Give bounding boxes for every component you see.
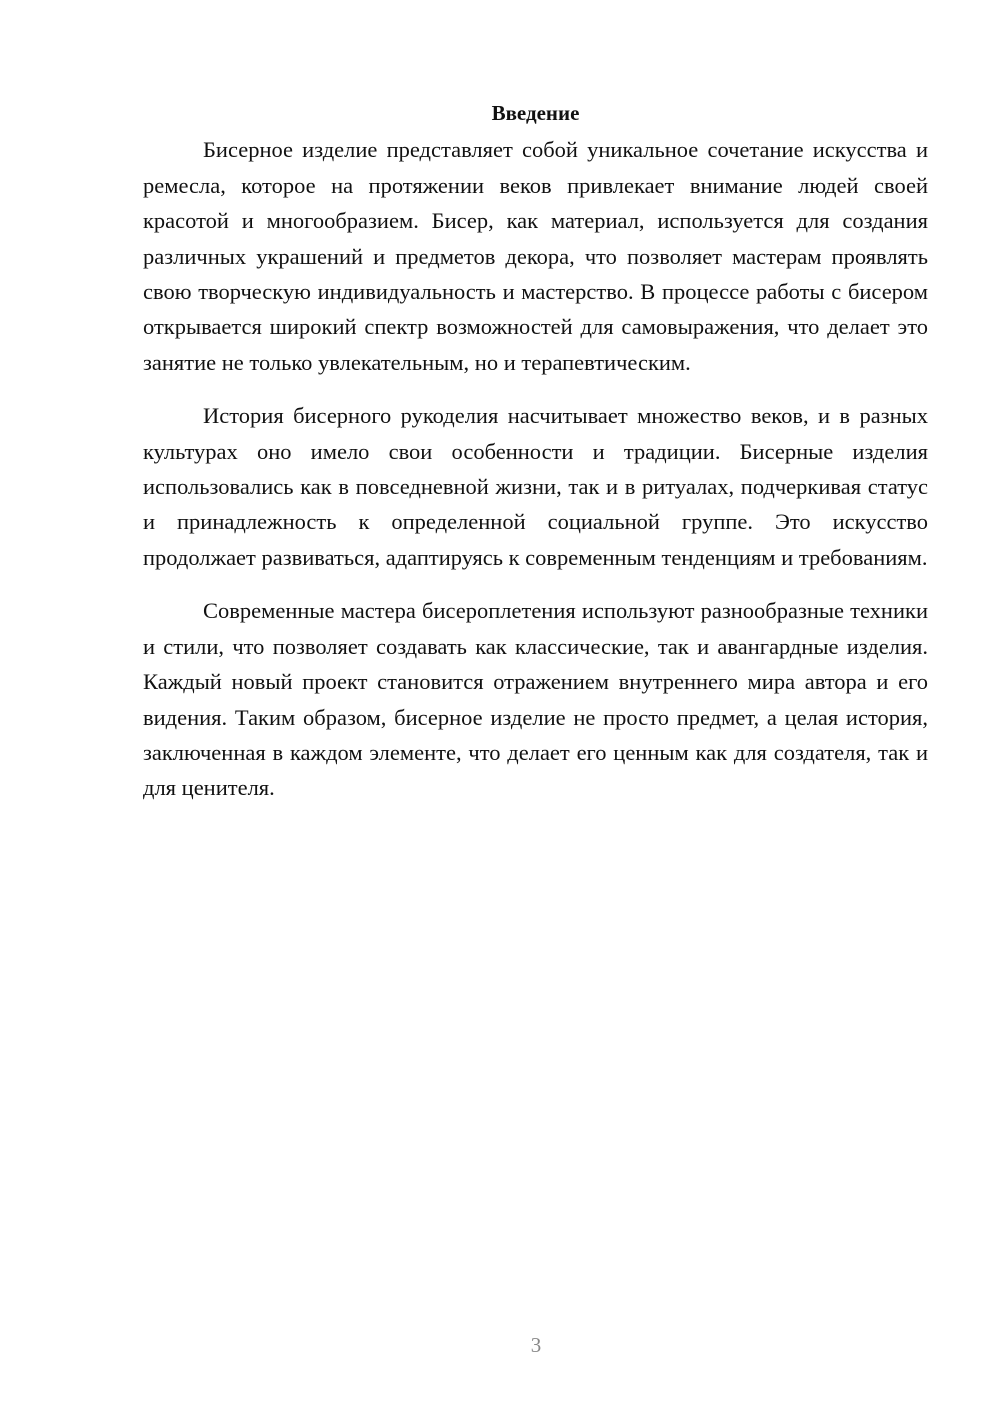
paragraph-1: Бисерное изделие представляет собой уникальное сочетание искусства и ремесла, которое на протяжении веков привлекает внимание людей своей красотой и многообразием. Бисер, как материал, используется для создания различных украшений и предметов декора, что позволяет мастерам проявлять свою творческую индивидуальность и мастерство. В процессе работы с бисером открывается широкий спектр возможностей для самовыражения, что делает это занятие не только увлекательным, но и терапевтическим.	[143, 137, 928, 375]
paragraph-3: Современные мастера бисероплетения используют разнообразные техники и стили, что позволяет создавать как классические, так и авангардные изделия. Каждый новый проект становится отражением внутреннего мира автора и его видения. Таким образом, бисерное изделие не просто предмет, а целая история, заключенная в каждом элементе, что делает его ценным как для создателя, так и для ценителя.	[143, 598, 928, 801]
page-number: 3	[530, 1333, 542, 1357]
section-heading: Введение	[491, 101, 580, 125]
paragraph-2: История бисерного рукоделия насчитывает множество веков, и в разных культурах оно имело свои особенности и традиции. Бисерные изделия использовались как в повседневной жизни, так и в ритуалах, подчеркивая статус и принадлежность к определенной социальной группе. Это искусство продолжает развиваться, адаптируясь к современным тенденциям и требованиям.	[143, 403, 928, 570]
page-content	[143, 96, 928, 806]
